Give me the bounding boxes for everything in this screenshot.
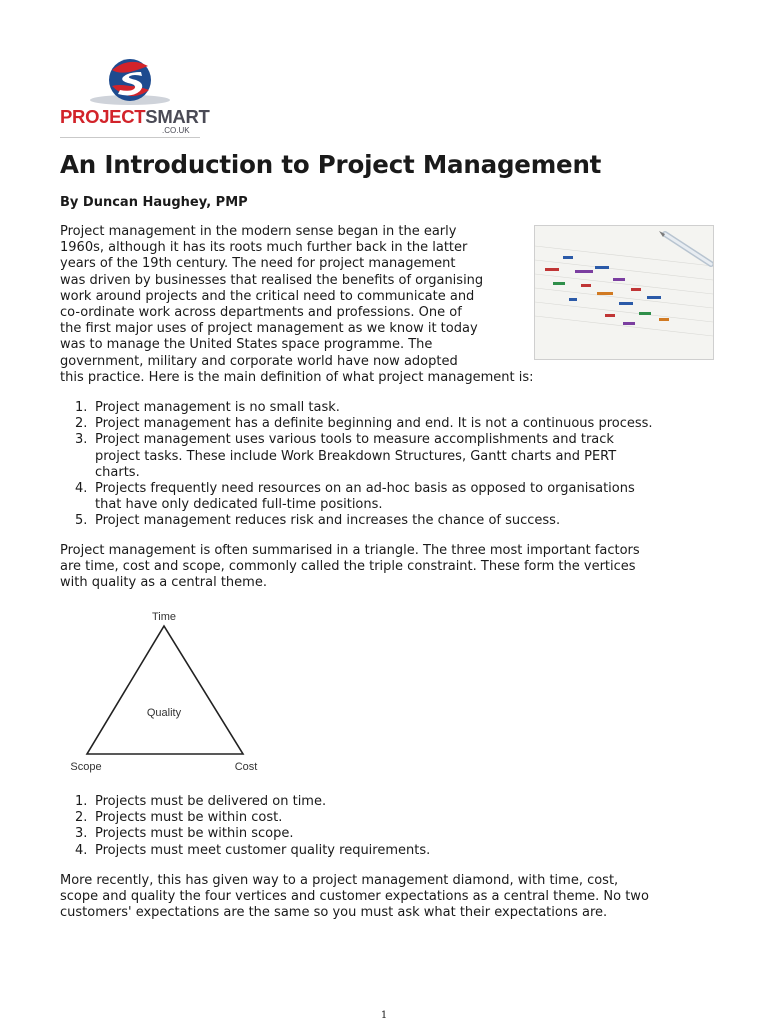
triangle-label-scope: Scope xyxy=(70,761,102,773)
intro-line: was to manage the United States space programme. The xyxy=(60,337,433,353)
logo-wordmark: PROJECTSMART xyxy=(60,106,210,127)
triple-constraint-diagram xyxy=(60,604,272,774)
document-title: An Introduction to Project Management xyxy=(60,150,602,179)
list-item: 1. Project management is no small task. xyxy=(75,400,340,415)
gantt-chart-photo xyxy=(534,225,714,360)
constraint-list xyxy=(60,794,430,859)
paragraph-line: customers' expectations are the same so you must ask what their expectations are. xyxy=(60,905,608,921)
intro-line: 1960s, although it has its roots much further back in the latter xyxy=(60,240,468,256)
paragraph-line: More recently, this has given way to a project management diamond, with time, cost, xyxy=(60,873,619,888)
intro-line: work around projects and the critical need to communicate and xyxy=(60,288,475,304)
list-item: 4. Projects must meet customer quality requirements. xyxy=(75,842,431,858)
intro-line: Project management in the modern sense began in the early xyxy=(60,224,457,239)
triangle-intro-paragraph xyxy=(60,543,640,592)
projectsmart-logo xyxy=(60,56,210,138)
intro-line: was driven by businesses that realised the benefits of organising xyxy=(60,272,484,288)
logo-globe-icon xyxy=(78,56,178,108)
paragraph-line: scope and quality the four vertices and customer expectations as a central theme. No two xyxy=(60,889,649,905)
list-item: 2. Projects must be within cost. xyxy=(75,810,283,826)
intro-paragraph xyxy=(60,224,534,386)
paragraph-line: with quality as a central theme. xyxy=(60,575,267,591)
definition-list xyxy=(60,400,653,530)
logo-underline xyxy=(60,137,200,138)
list-item: 4. Projects frequently need resources on an ad-hoc basis as opposed to organisations that have only dedicated full-time positions. xyxy=(75,481,635,513)
list-item: 2. Project management has a definite beginning and end. It is not a continuous process. xyxy=(75,416,653,432)
paragraph-line: are time, cost and scope, commonly called the triple constraint. These form the vertices xyxy=(60,559,636,575)
paragraph-line: Project management is often summarised in a triangle. The three most important factors xyxy=(60,543,640,558)
triangle-label-cost: Cost xyxy=(234,761,258,773)
list-item: 3. Projects must be within scope. xyxy=(75,826,294,842)
list-item: 1. Projects must be delivered on time. xyxy=(75,794,327,809)
author-byline: By Duncan Haughey, PMP xyxy=(60,195,248,210)
closing-paragraph xyxy=(60,873,649,922)
intro-line: this practice. Here is the main definition of what project management is: xyxy=(60,369,534,385)
intro-line: the first major uses of project management as we know it today xyxy=(60,321,478,337)
intro-line: government, military and corporate world have now adopted xyxy=(60,353,458,369)
triangle-label-quality: Quality xyxy=(146,707,182,719)
list-item: 5. Project management reduces risk and increases the chance of success. xyxy=(75,513,561,529)
logo-domain: .CO.UK xyxy=(162,126,190,135)
triangle-label-time: Time xyxy=(151,611,177,623)
intro-line: co-ordinate work across departments and professions. One of xyxy=(60,305,462,321)
intro-line: years of the 19th century. The need for project management xyxy=(60,256,456,272)
page-number: 1 xyxy=(380,1010,388,1021)
triangle-shape xyxy=(87,626,243,754)
list-item: 3. Project management uses various tools to measure accomplishments and track project tasks. These include Work Breakdown Structures, Gantt charts and PERT charts. xyxy=(75,432,617,480)
